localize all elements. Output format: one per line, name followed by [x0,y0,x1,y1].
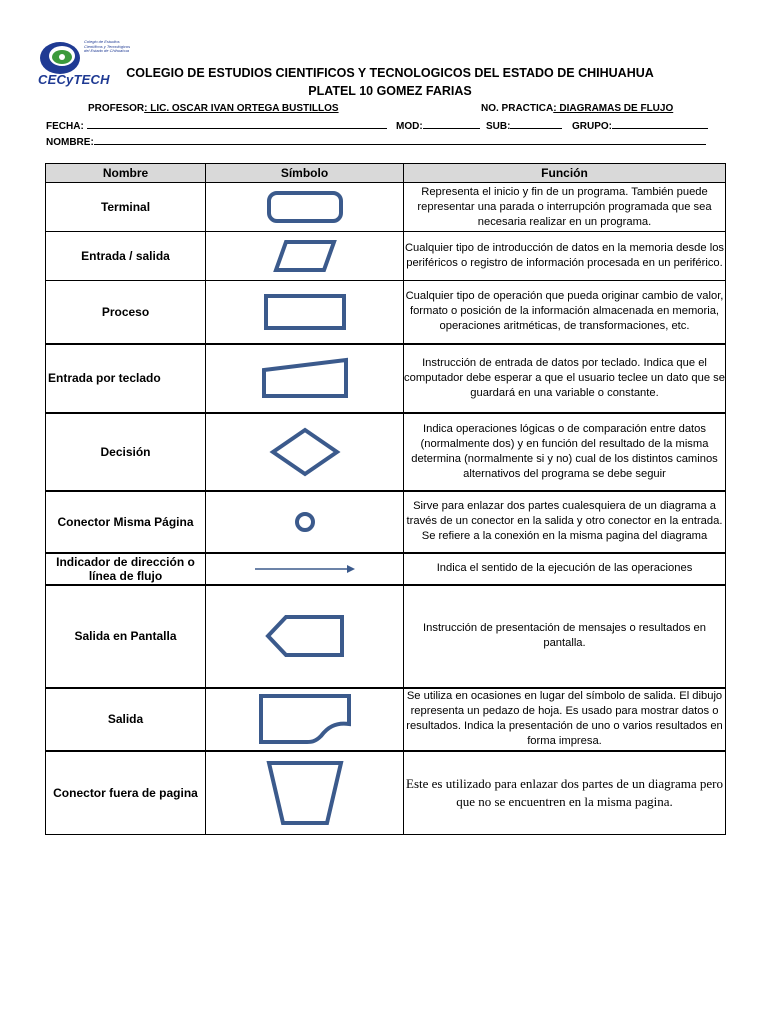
offpage-connector-icon [206,751,404,835]
row-name: Decisión [46,413,206,491]
sub-label: SUB: [486,121,511,132]
row-function: Cualquier tipo de introducción de datos en la memoria desde los periféricos o registro de información procesada en un periférico. [404,232,726,281]
row-function: Este es utilizado para enlazar dos partes de un diagrama pero que no se encuentren en la misma pagina. [404,751,726,835]
table-row [46,553,726,585]
row-function: Representa el inicio y fin de un programa. También puede representar una parada o interrupción programada que sea necesaria realizar en un programa. [404,183,726,232]
logo-name: CECyTECH [38,72,110,87]
row-name: Terminal [46,183,206,232]
row-name: Entrada / salida [46,232,206,281]
row-function: Cualquier tipo de operación que pueda originar cambio de valor, formato o posición de la información almacenada en memoria, operaciones aritméticas, de transformaciones, etc. [404,281,726,344]
row-function: Sirve para enlazar dos partes cualesquiera de un diagrama a través de un conector en la salida y otro conector en la entrada. Se refiere a la conexión en la misma pagina del diagrama [404,491,726,553]
arrow-icon [206,553,404,585]
row-function: Indica operaciones lógicas o de comparación entre datos (normalmente dos) y en función del resultado de la misma determina (normalmente si y no) cual de los distintos caminos alternativos del programa se debe seguir [404,413,726,491]
nombre-label: NOMBRE: [46,137,94,148]
header-simbolo: Símbolo [206,164,404,183]
parallelogram-symbol-icon [206,232,404,281]
sub-input-line[interactable] [510,119,562,129]
fecha-field[interactable] [46,119,387,132]
table-row [46,688,726,751]
rectangle-symbol-icon [206,281,404,344]
table-header-row [46,164,726,183]
profesor-label: PROFESOR [88,103,145,114]
grupo-label: GRUPO: [572,121,612,132]
table-row [46,585,726,688]
profesor-value: : LIC. OSCAR IVAN ORTEGA BUSTILLOS [144,103,339,114]
mod-field[interactable] [396,119,480,132]
row-function: Se utiliza en ocasiones en lugar del símbolo de salida. El dibujo representa un pedazo de hoja. Es usado para mostrar datos o resultados. Indica la presentación de uno o varios resultados en forma impresa. [404,688,726,751]
fecha-label: FECHA: [46,121,84,132]
nombre-input-line[interactable] [94,135,706,145]
practica-field [481,103,673,114]
profesor-field [88,103,344,114]
display-symbol-icon [206,585,404,688]
header-funcion: Función [404,164,726,183]
document-symbol-icon [206,688,404,751]
mod-input-line[interactable] [423,119,480,129]
row-name: Salida [46,688,206,751]
table-row [46,751,726,835]
sub-field[interactable] [486,119,562,132]
table-row [46,491,726,553]
circle-connector-icon [206,491,404,553]
cecytech-logo [38,38,130,90]
terminal-symbol-icon [206,183,404,232]
manual-input-symbol-icon [206,344,404,413]
cecytech-emblem-icon [38,38,84,76]
row-name: Conector fuera de pagina [46,751,206,835]
row-function: Instrucción de presentación de mensajes o resultados en pantalla. [404,585,726,688]
row-name: Entrada por teclado [46,344,206,413]
row-function: Instrucción de entrada de datos por teclado. Indica que el computador debe esperar a que el usuario teclee un dato que se guardará en una variable o constante. [404,344,726,413]
school-title: COLEGIO DE ESTUDIOS CIENTIFICOS Y TECNOLOGICOS DEL ESTADO DE CHIHUAHUA [126,66,654,80]
row-name: Conector Misma Página [46,491,206,553]
practica-value: : DIAGRAMAS DE FLUJO [553,103,674,114]
nombre-field[interactable] [46,135,706,148]
mod-label: MOD: [396,121,423,132]
grupo-field[interactable] [572,119,708,132]
diamond-symbol-icon [206,413,404,491]
table-row [46,413,726,491]
table-row [46,344,726,413]
row-name: Indicador de dirección o línea de flujo [46,553,206,585]
row-name: Proceso [46,281,206,344]
row-function: Indica el sentido de la ejecución de las operaciones [404,553,726,585]
fecha-input-line[interactable] [87,119,387,129]
campus-title: PLATEL 10 GOMEZ FARIAS [308,84,472,98]
flowchart-symbols-table [45,163,726,835]
row-name: Salida en Pantalla [46,585,206,688]
grupo-input-line[interactable] [612,119,708,129]
logo-small-text: Colegio de Estudios Científicos y Tecnológicos del Estado de Chihuahua [84,39,131,54]
table-row [46,183,726,232]
practica-label: NO. PRACTICA [481,103,554,114]
table-row [46,232,726,281]
header-nombre: Nombre [46,164,206,183]
table-row [46,281,726,344]
